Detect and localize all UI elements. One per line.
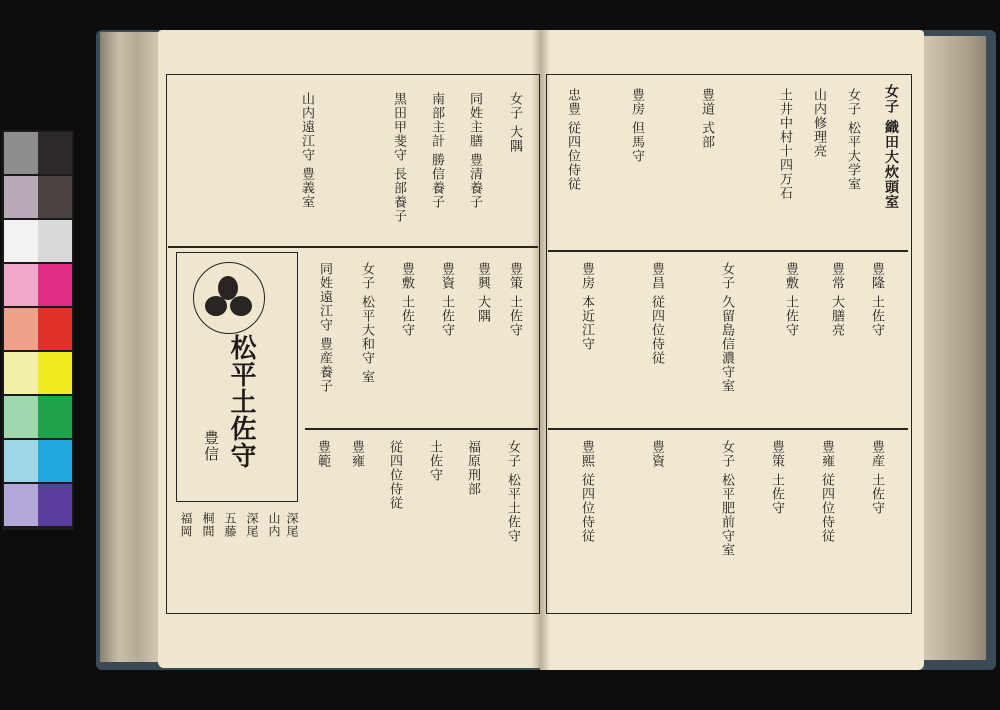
retainer-name: 深尾 — [245, 512, 259, 538]
entry: 女子 松平肥前守室 — [719, 440, 734, 558]
entry: 豊産 土佐守 — [869, 440, 884, 516]
entry: 同姓主膳 豊清養子 — [467, 92, 482, 210]
divider — [548, 250, 908, 252]
entry: 山内修理亮 — [811, 88, 826, 158]
swatch — [38, 396, 72, 438]
swatch — [38, 440, 72, 482]
swatch — [4, 220, 38, 262]
lord-given-name: 豊信 — [202, 430, 220, 462]
swatch — [38, 484, 72, 526]
swatch — [4, 264, 38, 306]
entry: 山内遠江守 豊義室 — [299, 92, 314, 210]
entry-title: 女子 織田大炊頭室 — [883, 84, 899, 210]
entry: 豊熙 従四位侍従 — [579, 440, 594, 544]
entry: 土佐守 — [427, 440, 442, 482]
swatch — [4, 440, 38, 482]
entry: 豊雍 従四位侍従 — [819, 440, 834, 544]
swatch — [4, 308, 38, 350]
crest-leaf — [205, 296, 227, 316]
entry: 豊房 本近江守 — [579, 262, 594, 352]
swatch — [38, 308, 72, 350]
entry: 豊範 — [315, 440, 330, 468]
entry: 女子 松平大和守 室 — [359, 262, 374, 385]
retainer-name: 桐間 — [201, 512, 215, 538]
entry: 豊敷 土佐守 — [783, 262, 798, 338]
entry: 忠豊 従四位侍従 — [565, 88, 580, 192]
divider — [168, 246, 538, 248]
divider — [548, 428, 908, 430]
swatch — [38, 352, 72, 394]
retainer-name: 福岡 — [179, 512, 193, 538]
retainer-name: 山内 — [267, 512, 281, 538]
entry: 豊昌 従四位侍従 — [649, 262, 664, 366]
main-lord-name: 松平土佐守 — [226, 334, 256, 469]
swatch — [38, 176, 72, 218]
swatch — [4, 176, 38, 218]
entry: 豊道 式部 — [699, 88, 714, 150]
entry: 女子 松平土佐守 — [505, 440, 520, 544]
swatch — [4, 484, 38, 526]
entry: 豊資 土佐守 — [439, 262, 454, 338]
entry: 豊常 大膳亮 — [829, 262, 844, 338]
retainer-name: 五藤 — [223, 512, 237, 538]
entry: 女子 大隅 — [507, 92, 522, 154]
swatch — [38, 264, 72, 306]
entry: 豊資 — [649, 440, 664, 468]
entry: 南部主計 勝信養子 — [429, 92, 444, 210]
color-checker — [2, 130, 74, 530]
entry: 従四位侍従 — [387, 440, 402, 510]
entry: 女子 松平大学室 — [845, 88, 860, 192]
page-edges-right — [920, 36, 986, 660]
entry: 豊隆 土佐守 — [869, 262, 884, 338]
retainer-name: 深尾 — [285, 512, 299, 538]
entry: 女子 久留島信濃守室 — [719, 262, 734, 394]
entry: 同姓遠江守 豊産養子 — [317, 262, 332, 394]
entry: 豊策 土佐守 — [769, 440, 784, 516]
swatch — [4, 396, 38, 438]
swatch — [38, 132, 72, 174]
entry: 豊策 土佐守 — [507, 262, 522, 338]
entry: 福原刑部 — [465, 440, 480, 496]
entry: 豊房 但馬守 — [629, 88, 644, 164]
entry: 豊雍 — [349, 440, 364, 468]
swatch — [4, 352, 38, 394]
page-edges-left — [100, 32, 162, 662]
entry: 豊敷 土佐守 — [399, 262, 414, 338]
swatch — [38, 220, 72, 262]
divider — [305, 428, 538, 430]
crest-leaf — [230, 296, 252, 316]
entry: 豊興 大隅 — [475, 262, 490, 324]
entry: 黒田甲斐守 長部養子 — [391, 92, 406, 224]
entry: 土井中村十四万石 — [777, 88, 792, 200]
swatch — [4, 132, 38, 174]
